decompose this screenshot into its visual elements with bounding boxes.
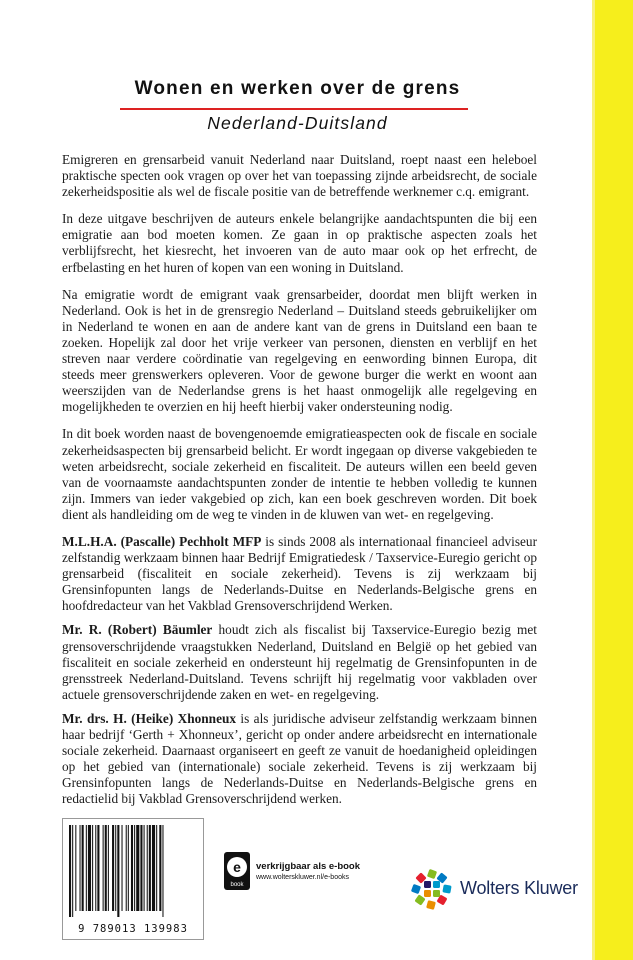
barcode-bar xyxy=(122,825,123,911)
blurb-paragraph-2: In deze uitgave beschrijven de auteurs enkele belangrijke aandachtspunten die bij een emigratie aan bod moeten komen. Ze gaan in op praktische aspecten zoals het verblijfsrecht, het kiesrecht, het invoeren van de auto maar ook op het erfrecht, de erfbelasting en het huren of kopen van een woning in Duitsland. xyxy=(62,211,537,275)
barcode-bar xyxy=(80,825,81,911)
barcode-bar xyxy=(86,825,87,911)
ebook-icon-label: book xyxy=(230,882,244,888)
barcode-bar xyxy=(128,825,129,911)
barcode-bar xyxy=(108,825,109,911)
author-text-1: is sinds 2008 als internationaal financieel adviseur zelfstandig werkzaam binnen haar Bedrijf Emigratiedesk / Taxservice-Euregio gericht op grensarbeid (fiscaliteit en sociale zekerheid). Tevens is zij werkzaam bij Grensinfopunten langs de Nederlands-Duitse en Nederlands-Belgische grens en hoofdredacteur van het Vakblad Grensoverschrijdend Werken. xyxy=(62,533,538,614)
author-text-3: is als juridische adviseur zelfstandig werkzaam binnen haar bedrijf ‘Gerth + Xhonneux’, gericht op onder andere arbeidsrecht en internationale sociale zekerheid. Daarnaast organiseert en geeft ze vanuit de hoedanigheid opleidingen op het gebied van (internationale) sociale zekerheid. Tevens is zij werkzaam bij Grensinfopunten langs de Nederlands-Duitse en Nederlands-Belgische grens en redactielid bij Vakblad Grensoverschrijdend werken. xyxy=(62,710,537,807)
book-title: Wonen en werken over de grens xyxy=(134,78,461,99)
wolters-kluwer-logo-icon xyxy=(410,868,454,912)
blurb-paragraph-1: Emigreren en grensarbeid vanuit Nederland naar Duitsland, roept naast een heleboel praktische specten ook vragen op over het van toepassing zijnde arbeidsrecht, de sociale zekerheidspositie als wel de fiscale positie van de betreffende werknemer c.q. emigrant. xyxy=(62,152,537,200)
ebook-notice xyxy=(224,852,394,892)
ebook-icon-letter: e xyxy=(227,857,247,877)
barcode-bar xyxy=(105,825,107,911)
isbn-number: 9 789013 139983 xyxy=(78,923,188,935)
blurb-paragraph-4: In dit boek worden naast de bovengenoemde emigratieaspecten ook de fiscale en sociale zekerheidsaspecten bij grensarbeid belicht. Er wordt ingegaan op diverse vakgebieden te weten arbeidsrecht, sociale zekerheid en fiscaliteit. De auteurs willen een beeld geven van de voornaamste aandachtspunten zonder de intentie te hebben volledig te kunnen zijn. Immers van ieder vakgebied op zich, kan een boek geschreven worden. Dit boek dient als handleiding om de weg te vinden in de kluwen van wet- en regelgeving. xyxy=(62,426,537,522)
barcode-bar xyxy=(131,825,133,911)
publisher-logo xyxy=(410,868,586,916)
barcode-bar xyxy=(136,825,139,911)
barcode-bar xyxy=(95,825,96,911)
author-bio-3 xyxy=(62,711,537,808)
barcode-bar xyxy=(75,825,76,911)
ebook-line-1: verkrijgbaar als e-book xyxy=(256,861,361,872)
ebook-icon xyxy=(224,852,250,890)
barcode-bar xyxy=(149,825,151,911)
author-text-2: houdt zich als fiscalist bij Taxservice-Euregio bezig met grensoverschrijdende vraagstukken Nederland, Duitsland en België op het gebied van fiscaliteit en sociale zekerheid en ondersteunt hij regelmatig de Grensinfopunten in de grensstreek Nederland-Duitsland. Tevens schrijft hij regelmatig voor vakbladen over actuele grensoverschrijdende zaken en wet- en regelgeving. xyxy=(62,622,537,702)
barcode-bar xyxy=(69,825,71,917)
barcode-bar xyxy=(159,825,161,911)
barcode-bar xyxy=(92,825,93,911)
ebook-line-2: www.wolterskluwer.nl/e-books xyxy=(256,874,349,881)
author-bio-1 xyxy=(62,534,537,614)
barcode-bar xyxy=(140,825,142,911)
barcode-bar xyxy=(117,825,119,917)
barcode-bar xyxy=(144,825,145,911)
blurb xyxy=(62,152,537,815)
barcode-icon xyxy=(67,825,197,917)
barcode-bar xyxy=(152,825,155,911)
barcode-bar xyxy=(162,825,163,917)
author-name-3: Mr. drs. H. (Heike) Xhonneux xyxy=(62,710,237,726)
title-rule xyxy=(120,108,468,110)
barcode-bar xyxy=(147,825,148,911)
barcode-bar xyxy=(126,825,127,911)
book-subtitle: Nederland-Duitsland xyxy=(207,113,388,133)
barcode-bar xyxy=(72,825,73,917)
author-bio-2 xyxy=(62,622,537,702)
barcode-bar xyxy=(88,825,91,911)
publisher-name: Wolters Kluwer xyxy=(460,878,578,898)
author-name-1: M.L.H.A. (Pascalle) Pechholt MFP xyxy=(62,533,262,549)
barcode-bar xyxy=(112,825,114,911)
barcode-bar xyxy=(156,825,157,911)
side-strip xyxy=(595,0,633,960)
author-name-2: Mr. R. (Robert) Bäumler xyxy=(62,622,213,638)
barcode-bar xyxy=(82,825,84,911)
barcode-bar xyxy=(103,825,104,911)
barcode-bar xyxy=(115,825,116,911)
barcode-bar xyxy=(134,825,135,911)
blurb-paragraph-3: Na emigratie wordt de emigrant vaak grensarbeider, doordat men blijft werken in Nederland. Ook is het in de grensregio Nederland – Duitsland steeds gebruikelijker om in Nederland te wonen en aan de andere kant van de grens in Duitsland een baan te zoeken. Hopelijk zal door het vrije verkeer van personen, diensten en verblijf en het streven naar verdere coördinatie van regelgeving en eenwording binnen Europa, dit steeds meer grenswerkers opleveren. Voor de gewone burger die werkt en woont aan weerszijden van de Nederlandse grens is het haast onmogelijk alle regelgeving en mogelijkheden te overzien en hij heeft hierbij vaker ondersteuning nodig. xyxy=(62,286,537,415)
barcode-bar xyxy=(97,825,99,911)
barcode-box xyxy=(62,818,204,940)
